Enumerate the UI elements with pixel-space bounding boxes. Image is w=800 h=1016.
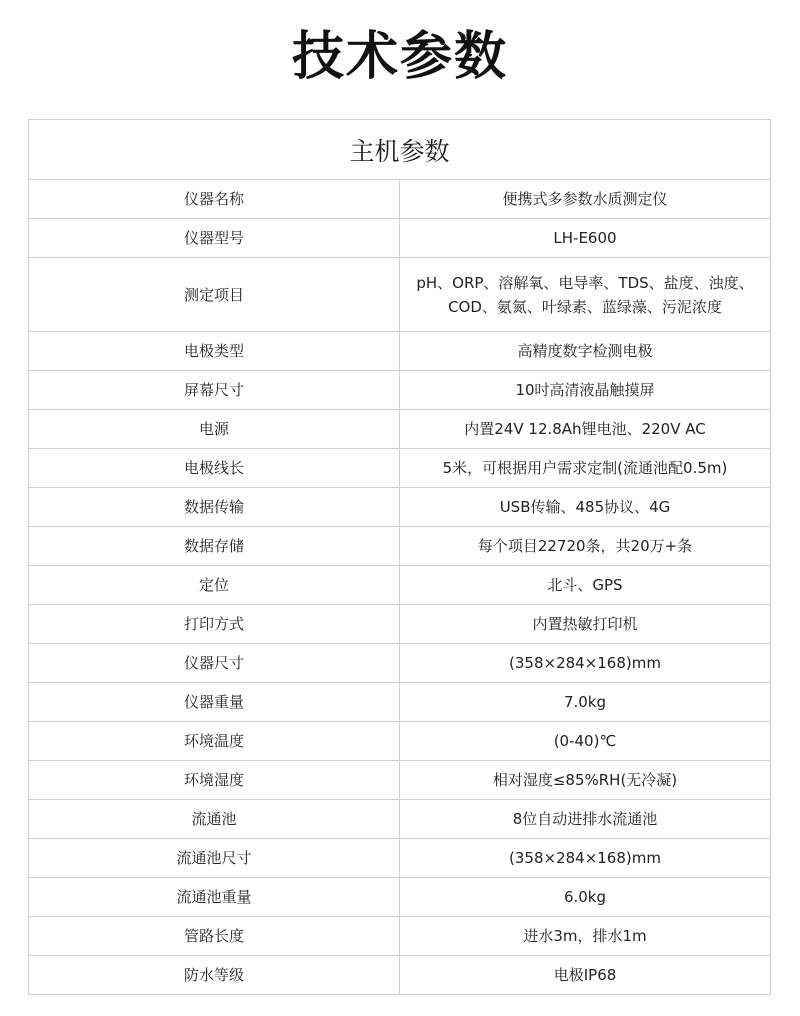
spec-value [400, 449, 771, 488]
spec-value [400, 683, 771, 722]
spec-table [28, 119, 771, 995]
spec-label: 流通池 [29, 800, 400, 839]
spec-label: 打印方式 [29, 605, 400, 644]
table-row [29, 258, 771, 332]
spec-value-line: 电极IP68 [553, 965, 617, 984]
spec-value-line: USB传输、485协议、4G [499, 497, 671, 516]
spec-value-line: (0-40)℃ [553, 731, 617, 750]
spec-value [400, 258, 771, 332]
spec-value [400, 605, 771, 644]
spec-value-line: 8位自动进排水流通池 [512, 809, 658, 828]
spec-value [400, 644, 771, 683]
spec-label: 数据传输 [29, 488, 400, 527]
spec-label: 环境温度 [29, 722, 400, 761]
spec-value-line: 5米，可根据用户需求定制(流通池配0.5m) [442, 458, 728, 477]
spec-value [400, 410, 771, 449]
spec-label: 防水等级 [29, 956, 400, 995]
page-title: 技术参数 [291, 27, 508, 87]
table-row [29, 371, 771, 410]
table-row [29, 219, 771, 258]
spec-value-line: 内置热敏打印机 [532, 614, 638, 633]
spec-value-line: 内置24V 12.8Ah锂电池、220V AC [464, 419, 706, 438]
spec-value-line: COD、氨氮、叶绿素、蓝绿藻、污泥浓度 [448, 297, 722, 316]
spec-value-line: 相对湿度≤85%RH(无冷凝) [492, 770, 678, 789]
spec-value [400, 371, 771, 410]
table-row [29, 488, 771, 527]
table-row [29, 839, 771, 878]
spec-value-line: (358×284×168)mm [509, 848, 661, 867]
spec-label: 管路长度 [29, 917, 400, 956]
spec-label: 数据存储 [29, 527, 400, 566]
spec-value [400, 566, 771, 605]
table-row [29, 722, 771, 761]
spec-value [400, 956, 771, 995]
spec-value [400, 219, 771, 258]
spec-label: 流通池重量 [29, 878, 400, 917]
table-row [29, 956, 771, 995]
spec-label: 电极类型 [29, 332, 400, 371]
spec-value [400, 332, 771, 371]
spec-label: 仪器型号 [29, 219, 400, 258]
table-row [29, 605, 771, 644]
spec-label: 屏幕尺寸 [29, 371, 400, 410]
spec-label: 定位 [29, 566, 400, 605]
table-row [29, 917, 771, 956]
table-row [29, 683, 771, 722]
table-row [29, 449, 771, 488]
spec-label: 仪器尺寸 [29, 644, 400, 683]
spec-value-line: 高精度数字检测电极 [517, 341, 653, 360]
spec-label: 电源 [29, 410, 400, 449]
spec-value-line: 6.0kg [563, 887, 607, 906]
spec-value [400, 917, 771, 956]
spec-value-line: 7.0kg [563, 692, 607, 711]
spec-value-line: LH-E600 [553, 228, 617, 247]
table-row [29, 800, 771, 839]
table-row [29, 527, 771, 566]
spec-value [400, 722, 771, 761]
spec-value-line: 每个项目22720条，共20万+条 [477, 536, 693, 555]
spec-label: 环境湿度 [29, 761, 400, 800]
table-row [29, 410, 771, 449]
spec-value-line: 北斗、GPS [547, 575, 623, 594]
spec-label: 仪器名称 [29, 180, 400, 219]
table-row [29, 332, 771, 371]
spec-value-line: (358×284×168)mm [509, 653, 661, 672]
table-row [29, 180, 771, 219]
spec-value [400, 488, 771, 527]
table-caption: 主机参数 [29, 120, 771, 180]
spec-value-line: 进水3m，排水1m [523, 926, 647, 945]
spec-label: 仪器重量 [29, 683, 400, 722]
spec-value [400, 761, 771, 800]
table-caption-row [29, 120, 771, 180]
spec-label: 流通池尺寸 [29, 839, 400, 878]
spec-value [400, 839, 771, 878]
table-row [29, 878, 771, 917]
spec-value-line: pH、ORP、溶解氧、电导率、TDS、盐度、浊度、 [416, 273, 754, 292]
table-row [29, 566, 771, 605]
spec-value [400, 527, 771, 566]
spec-value-line: 便携式多参数水质测定仪 [502, 189, 668, 208]
table-row [29, 761, 771, 800]
spec-label: 电极线长 [29, 449, 400, 488]
spec-label: 测定项目 [29, 258, 400, 332]
spec-value [400, 800, 771, 839]
spec-value [400, 878, 771, 917]
table-row [29, 644, 771, 683]
spec-value-line: 10吋高清液晶触摸屏 [515, 380, 655, 399]
spec-value [400, 180, 771, 219]
